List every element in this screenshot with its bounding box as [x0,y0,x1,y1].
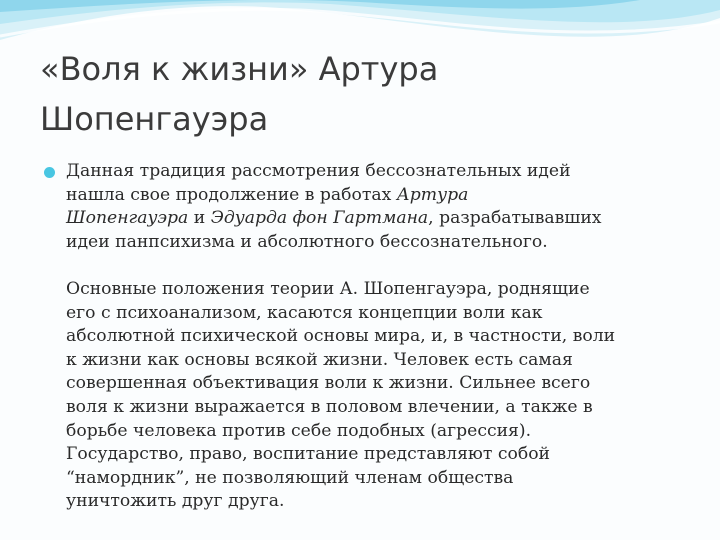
title-line-2: Шопенгауэра [40,100,269,138]
paragraph-2-line: Государство, право, воспитание представляют собой [66,444,550,465]
paragraph-2-line: Основные положения теории А. Шопенгауэра, роднящие [66,278,590,299]
text-run: , разрабатывавших [428,208,602,229]
paragraph-1-line [66,207,696,231]
italic-author-name: Шопенгауэра [66,208,189,229]
bullet-icon [44,167,55,178]
italic-author-name: Артура [396,184,469,205]
paragraph-1-line [66,231,696,255]
text-run: и [188,208,211,229]
title-line-1: «Воля к жизни» Артура [40,50,439,88]
paragraph-2-line: к жизни как основы всякой жизни. Человек есть самая [66,349,573,370]
paragraph-gap [66,254,696,278]
bullet-body [66,160,696,514]
paragraph-2-line: борьбе человека против себе подобных (агрессия). [66,420,532,441]
paragraph-2-line: совершенная объективация воли к жизни. Сильнее всего [66,373,591,394]
paragraph-1-line [66,160,696,184]
paragraph-2-line: “намордник”, не позволяющий членам общества [66,467,514,488]
paragraph-2-line: его с психоанализом, касаются концепции воли как [66,302,543,323]
italic-author-name: Эдуарда фон Гартмана [210,208,429,229]
text-run: идеи панпсихизма и абсолютного бессознательного. [66,231,548,252]
paragraph-1-line [66,184,696,208]
text-run: нашла свое продолжение в работах [66,184,397,205]
paragraph-2-line: абсолютной психической основы мира, и, в частности, воли [66,326,616,347]
paragraph-2-line: уничтожить друг друга. [66,491,285,512]
page-title [40,44,680,144]
text-run: Данная традиция рассмотрения бессознательных идей [66,161,571,181]
paragraph-2-line: воля к жизни выражается в половом влечении, а также в [66,396,593,417]
